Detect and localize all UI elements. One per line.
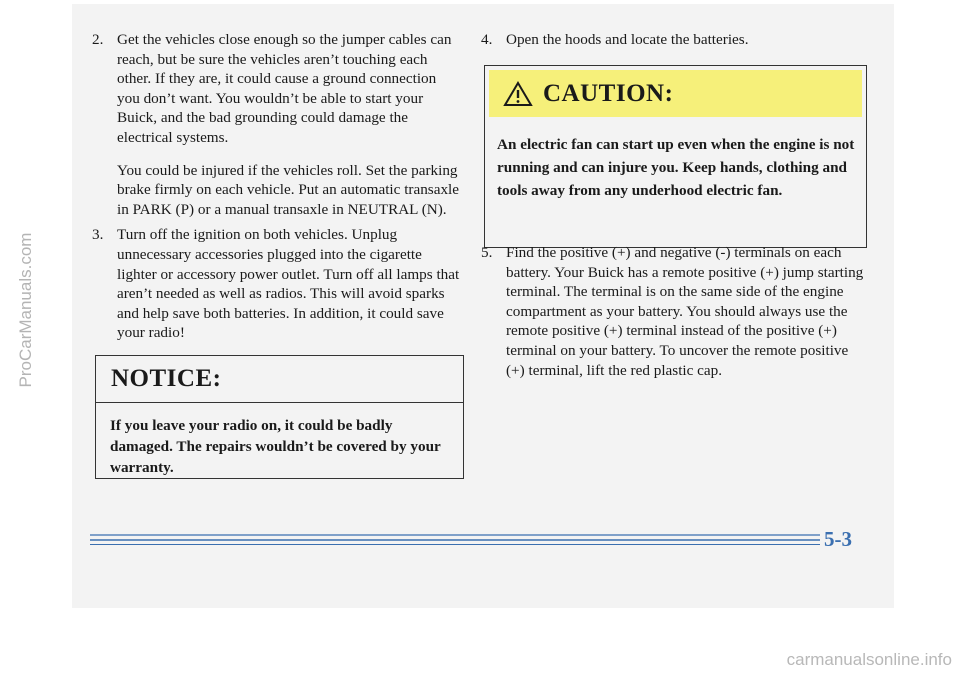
caution-banner	[489, 70, 862, 117]
step-text: Find the positive (+) and negative (-) terminals on each battery. Your Buick has a remote positive (+) jump starting terminal. The terminal is on the same side of the engine compartment as your battery. You should always use the remote positive (+) terminal instead of the positive (+) terminal on your battery. To uncover the remote positive (+) terminal, lift the red plastic cap.	[506, 244, 864, 379]
step-text: Get the vehicles close enough so the jumper cables can reach, but be sure the vehicles aren’t touching each other. If they are, it could cause a ground connection you don’t want. You wouldn’t be able to start your Buick, and the bad grounding could damage the electrical systems.	[117, 31, 452, 146]
right-column-lower	[481, 243, 866, 393]
footer-watermark: carmanualsonline.info	[786, 650, 952, 669]
step-text: Turn off the ignition on both vehicles. Unplug unnecessary accessories plugged into the cigarette lighter or accessory power outlet. Turn off all lamps that aren’t needed as well as radios. This will avoid sparks and help save both batteries. In addition, it could save your radio!	[117, 226, 460, 342]
step-number: 4.	[481, 31, 493, 48]
step-4	[481, 30, 866, 50]
notice-text: If you leave your radio on, it could be badly damaged. The repairs wouldn’t be covered by your warranty.	[110, 417, 441, 476]
left-column	[92, 30, 462, 356]
caution-box	[484, 65, 867, 248]
caution-title: CAUTION:	[543, 79, 674, 107]
page-number: 5-3	[824, 527, 852, 551]
footer-rule-lines	[90, 532, 820, 548]
right-column	[481, 30, 866, 63]
side-watermark: ProCarManuals.com	[16, 232, 35, 388]
step-2	[92, 30, 462, 148]
step-number: 3.	[92, 226, 104, 244]
step-3	[92, 225, 462, 343]
caution-text: An electric fan can start up even when the engine is not running and can injure you. Keep hands, clothing and tools away from any underhood electric fan.	[497, 136, 855, 199]
notice-box	[95, 355, 464, 479]
roll-warning-paragraph: You could be injured if the vehicles roll. Set the parking brake firmly on each vehicle. Put an automatic transaxle in PARK (P) or a manual transaxle in NEUTRAL (N).	[117, 161, 460, 218]
step-number: 5.	[481, 244, 493, 261]
step-number: 2.	[92, 31, 104, 48]
step-text: Open the hoods and locate the batteries.	[506, 31, 749, 48]
step-5	[481, 243, 866, 380]
notice-title: NOTICE:	[96, 356, 463, 403]
warning-triangle-icon	[503, 81, 533, 107]
